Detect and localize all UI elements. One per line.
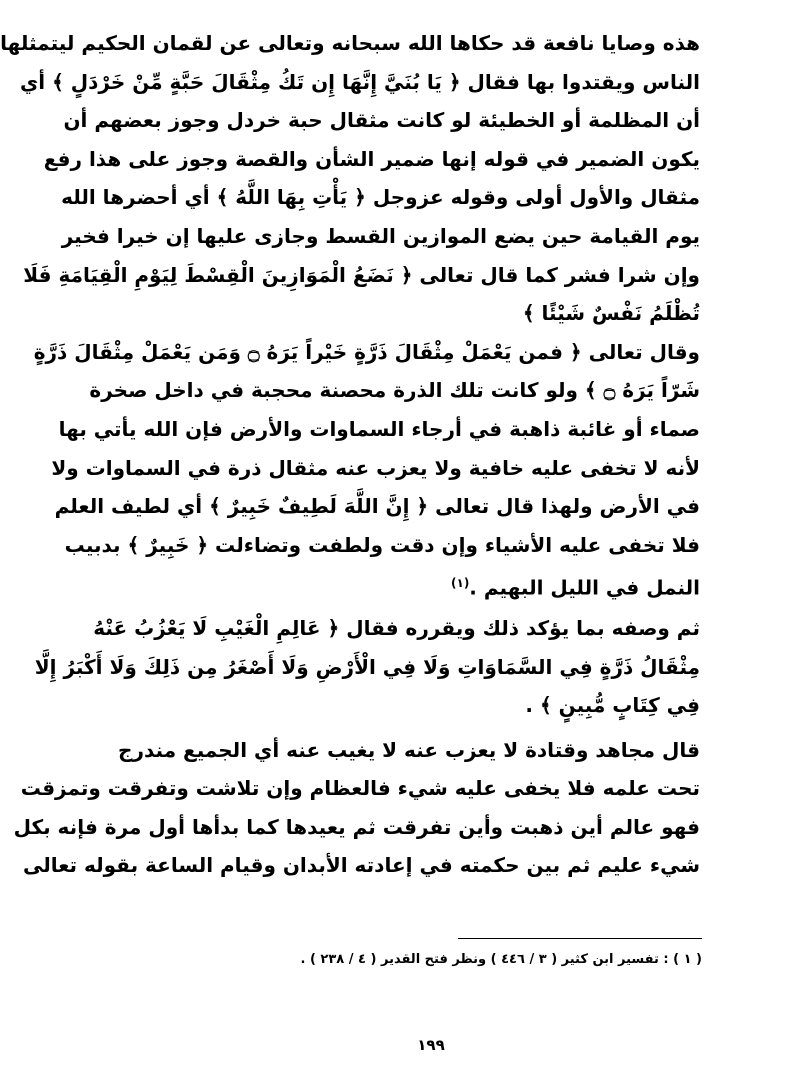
text-line: في الأرض ولهذا قال تعالى ﴿ إِنَّ اللَّهَ لَطِيفٌ خَبِيرٌ ﴾ أي لطيف العلم	[54, 494, 700, 519]
text-line: فهو عالم أين ذهبت وأين تفرقت ثم يعيدها كما بدأها أول مرة فإنه بكل	[13, 814, 700, 839]
text-line-content: النمل في الليل البهيم .	[469, 575, 700, 600]
text-line: صماء أو غائبة ذاهبة في أرجاء السماوات والأرض فإن الله يأتي بها	[58, 416, 700, 441]
text-line: شيء عليم ثم بين حكمته في إعادته الأبدان وقيام الساعة بقوله تعالى	[22, 853, 700, 878]
text-line: يكون الضمير في قوله إنها ضمير الشأن والقصة وجوز على هذا رفع	[43, 146, 700, 171]
text-line: هذه وصايا نافعة قد حكاها الله سبحانه وتعالى عن لقمان الحكيم ليتمثلها	[0, 31, 700, 55]
page-number: ١٩٩	[417, 1036, 445, 1054]
footnote-marker[interactable]: (١)	[451, 576, 470, 591]
footnote: ( ١ ) : تفسير ابن كثير ( ٣ / ٤٤٦ ) ونظر فتح القدير ( ٤ / ٢٣٨ ) .	[300, 952, 702, 967]
footnote-divider	[458, 938, 702, 939]
text-line: فِي كِتَابٍ مُّبِينٍ ﴾ .	[525, 693, 700, 718]
text-line: شَرّاً يَرَهُ ۝ ﴾ ولو كانت تلك الذرة محصنة محجبة في داخل صخرة	[89, 378, 700, 403]
text-line: فلا تخفى عليه الأشياء وإن دقت ولطفت وتضاءلت ﴿ خَبِيرٌ ﴾ بدبيب	[64, 532, 700, 557]
text-line: وقال تعالى ﴿ فمن يَعْمَلْ مِثْقَالَ ذَرَّةٍ خَيْراً يَرَهُ ۝ وَمَن يَعْمَلْ مِثْقَالَ ذَرَّةٍ	[33, 339, 700, 364]
text-line: لأنه لا تخفى عليه خافية ولا يعزب عنه مثقال ذرة في السماوات ولا	[51, 455, 700, 480]
text-line: مثقال والأول أولى وقوله عزوجل ﴿ يَأْتِ بِهَا اللَّهُ ﴾ أي أحضرها الله	[61, 185, 700, 210]
text-line: قال مجاهد وقتادة لا يعزب عنه لا يغيب عنه أي الجميع مندرج	[118, 737, 700, 762]
text-line: يوم القيامة حين يضع الموازين القسط وجازى عليها إن خيرا فخير	[61, 223, 700, 248]
text-line: أن المظلمة أو الخطيئة لو كانت مثقال حبة خردل وجوز بعضهم أن	[63, 108, 700, 133]
text-line: تُظْلَمُ نَفْسٌ شَيْئًا ﴾	[522, 301, 700, 326]
text-line	[162, 564, 700, 603]
text-line: تحت علمه فلا يخفى عليه شيء فالعظام وإن تلاشت وتفرقت وتمزقت	[20, 776, 700, 801]
text-line: ثم وصفه بما يؤكد ذلك ويقرره فقال ﴿ عَالِمِ الْغَيْبِ لَا يَعْزُبُ عَنْهُ	[93, 615, 700, 640]
text-line: وإن شرا فشر كما قال تعالى ﴿ نَضَعُ الْمَوَازِينَ الْقِسْطَ لِيَوْمِ الْقِيَامَةِ فَلَا	[23, 262, 700, 287]
body-text	[0, 24, 700, 885]
text-line: مِثْقَالُ ذَرَّةٍ فِي السَّمَاوَاتِ وَلَا فِي الْأَرْضِ وَلَا أَصْغَرُ مِن ذَلِكَ وَلَا أَكْبَرُ إِلَّا	[34, 654, 700, 679]
text-line: الناس ويقتدوا بها فقال ﴿ يَا بُنَيَّ إِنَّهَا إِن تَكُ مِثْقَالَ حَبَّةٍ مِّنْ خَرْدَلٍ ﴾ أي	[19, 69, 700, 94]
